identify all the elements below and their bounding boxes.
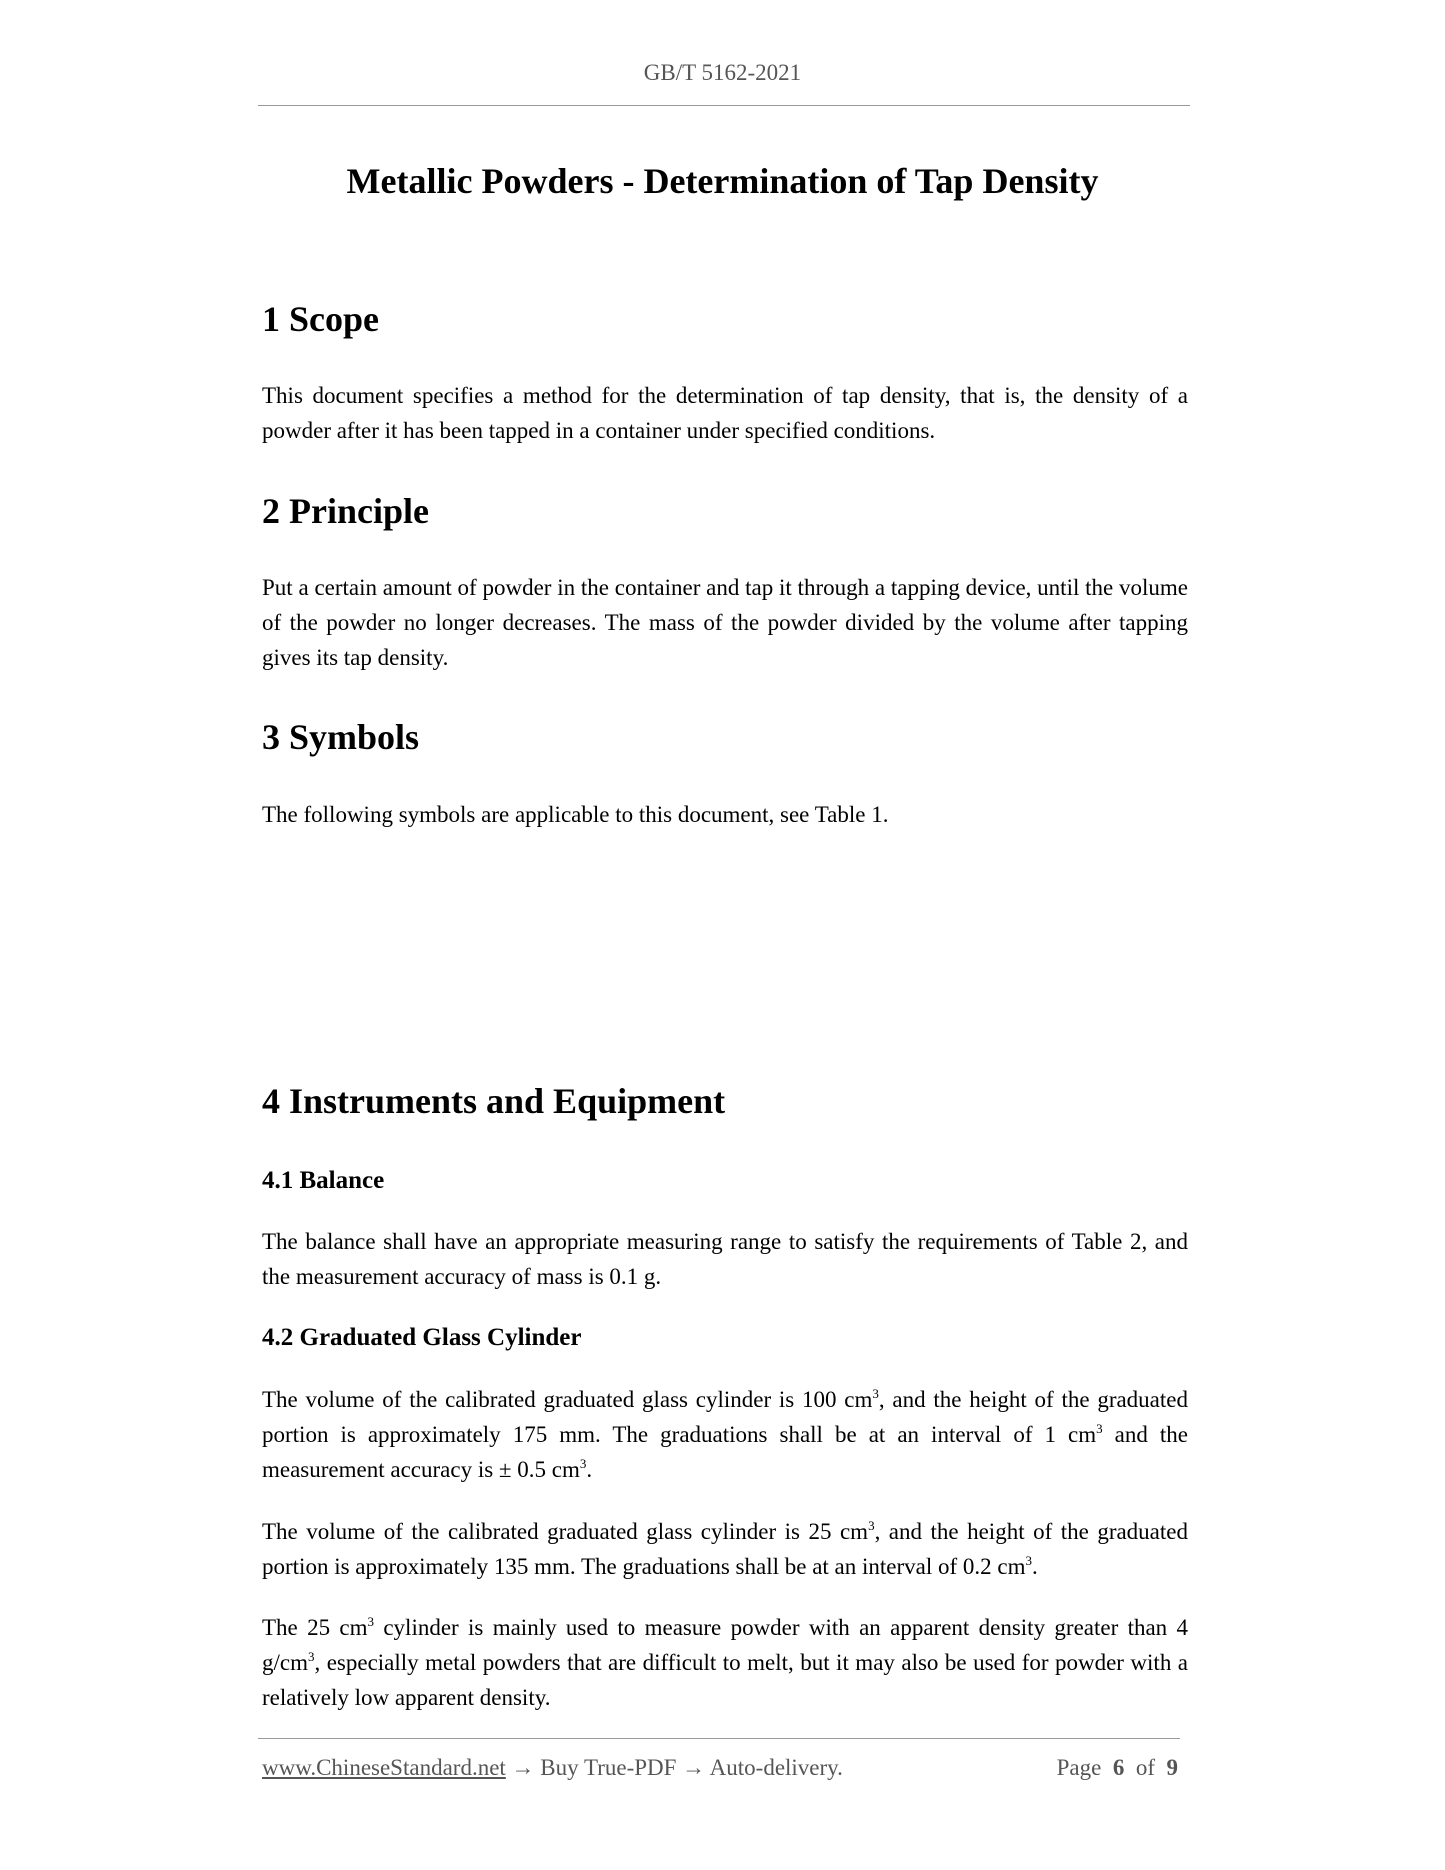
page-header: GB/T 5162-2021 — [643, 60, 802, 85]
scope-text: This document specifies a method for the determination of tap density, that is, the density of a powder after it has been tapped in a container under specified conditions. — [262, 383, 1188, 443]
page-total: 9 — [1166, 1755, 1178, 1780]
heading-scope: 1 Scope — [262, 299, 379, 339]
cylinder-para-3: The 25 $cm^3$ cylinder is mainly used to measure powder with an apparent density greater than 4 $g/cm^3$, especially metal powders that are difficult to melt, but it may also be used for powder with a relatively low apparent density. — [262, 1614, 1188, 1710]
website-link[interactable]: www.ChineseStandard.net — [262, 1755, 506, 1780]
heading-cylinder: 4.2 Graduated Glass Cylinder — [262, 1324, 582, 1351]
cylinder-para-1: The volume of the calibrated graduated glass cylinder is 100 $cm^3$, and the height of the graduated portion is approximately 175 mm. The graduations shall be at an interval of 1 $cm^3$ and the measurement accuracy is ± 0.5 $cm^3$. — [262, 1386, 1189, 1482]
footer-divider — [258, 1738, 1180, 1739]
symbols-text: The following symbols are applicable to this document, see Table 1. — [262, 802, 889, 827]
principle-text: Put a certain amount of powder in the container and tap it through a tapping device, until the volume of the powder no longer decreases. The mass of the powder divided by the volume after tapping gives its tap density. — [262, 575, 1188, 670]
heading-instruments: 4 Instruments and Equipment — [262, 1081, 726, 1121]
heading-symbols: 3 Symbols — [262, 717, 420, 757]
cylinder-para-2: The volume of the calibrated graduated glass cylinder is 25 $cm^3$, and the height of the graduated portion is approximately 135 mm. The graduations shall be at an interval of 0.2 $cm^3$. — [262, 1518, 1188, 1579]
page-number: 6 — [1112, 1755, 1125, 1780]
heading-balance: 4.1 Balance — [262, 1167, 385, 1194]
header-divider — [258, 105, 1190, 106]
footer-promo: → Buy True-PDF → Auto-delivery. — [505, 1755, 843, 1780]
heading-principle: 2 Principle — [262, 491, 429, 531]
balance-text: The balance shall have an appropriate measuring range to satisfy the requirements of Table 2, and the measurement accuracy of mass is 0.1 g. — [262, 1229, 1188, 1289]
page-indicator: Page 6 of 9 — [1056, 1755, 1178, 1780]
document-title: Metallic Powders - Determination of Tap Density — [346, 161, 1099, 201]
page-footer — [262, 1755, 1178, 1781]
